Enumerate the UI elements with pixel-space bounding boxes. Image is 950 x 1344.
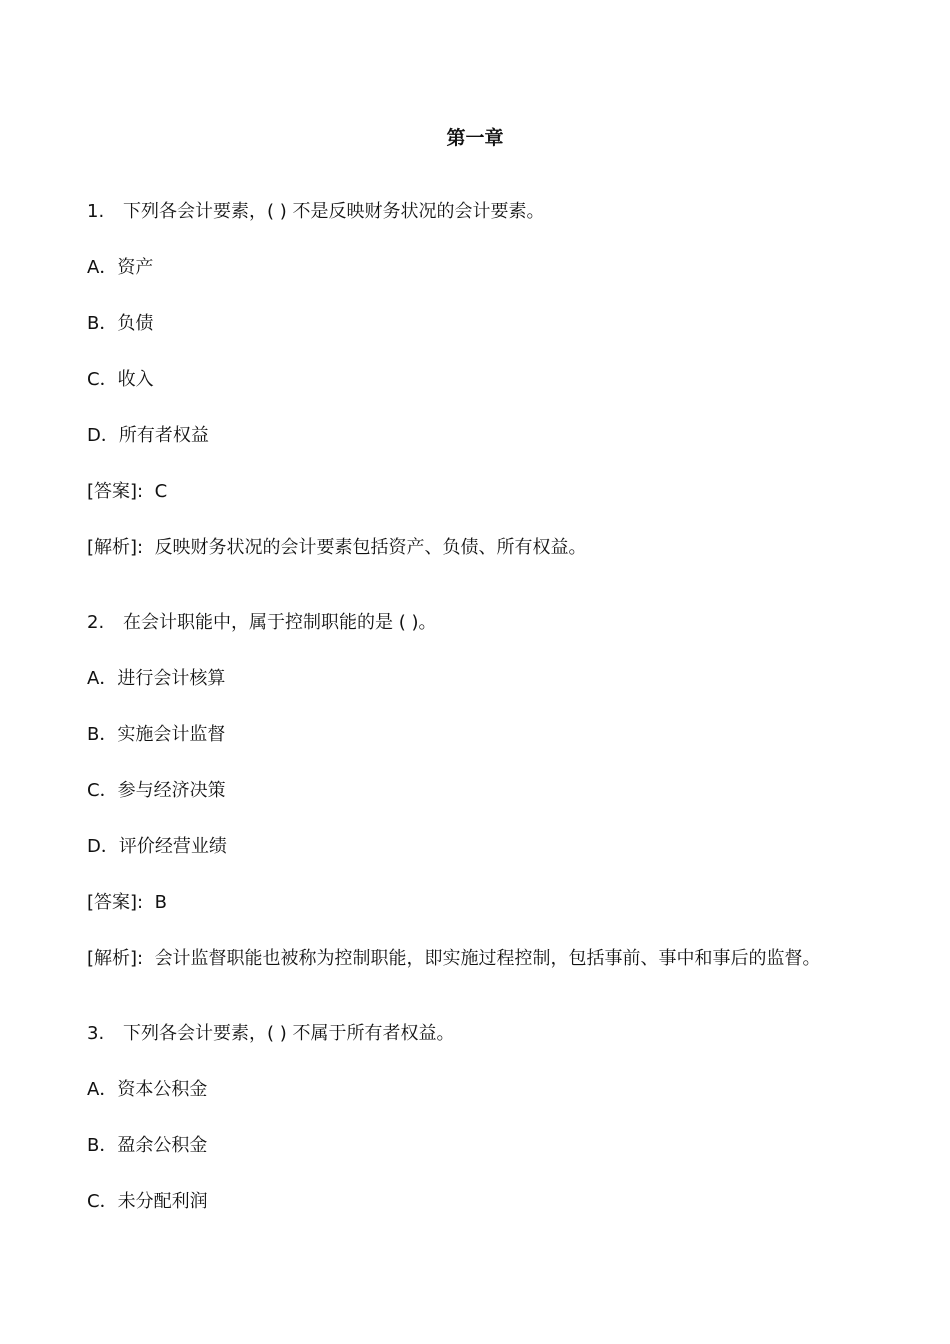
analysis-label: [解析]:	[87, 948, 144, 969]
answer-value: C	[154, 481, 168, 502]
chapter-title: 第一章	[446, 127, 504, 149]
question-2-answer	[87, 890, 167, 916]
question-3-option-b: B．盈余公积金	[87, 1135, 208, 1156]
question-2-option-c: C．参与经济决策	[87, 780, 226, 801]
answer-label: [答案]:	[87, 892, 144, 913]
question-2-option-b: B．实施会计监督	[87, 724, 226, 745]
question-1-option-d: D．所有者权益	[87, 425, 209, 446]
answer-value: B	[154, 892, 167, 913]
question-1-stem	[87, 199, 545, 225]
question-number: 1.	[87, 201, 105, 222]
question-text: 下列各会计要素，( ) 不是反映财务状况的会计要素。	[123, 201, 545, 222]
analysis-label: [解析]:	[87, 537, 144, 558]
question-1-answer	[87, 479, 167, 505]
question-2-stem	[87, 610, 437, 636]
question-text: 下列各会计要素，( ) 不属于所有者权益。	[123, 1023, 455, 1044]
question-3-option-c: C．未分配利润	[87, 1191, 208, 1212]
question-3-option-a: A．资本公积金	[87, 1079, 208, 1100]
question-1-analysis	[87, 535, 587, 561]
question-1-option-c: C．收入	[87, 369, 154, 390]
analysis-text: 会计监督职能也被称为控制职能，即实施过程控制，包括事前、事中和事后的监督。	[154, 948, 821, 969]
question-2-analysis	[87, 946, 821, 972]
question-text: 在会计职能中，属于控制职能的是 ( )。	[123, 612, 437, 633]
question-number: 2.	[87, 612, 105, 633]
question-1-option-a: A．资产	[87, 257, 154, 278]
question-1-option-b: B．负债	[87, 313, 154, 334]
question-number: 3.	[87, 1023, 105, 1044]
question-3-stem	[87, 1021, 455, 1047]
analysis-text: 反映财务状况的会计要素包括资产、负债、所有权益。	[154, 537, 587, 558]
answer-label: [答案]:	[87, 481, 144, 502]
question-2-option-a: A．进行会计核算	[87, 668, 226, 689]
question-2-option-d: D．评价经营业绩	[87, 836, 227, 857]
